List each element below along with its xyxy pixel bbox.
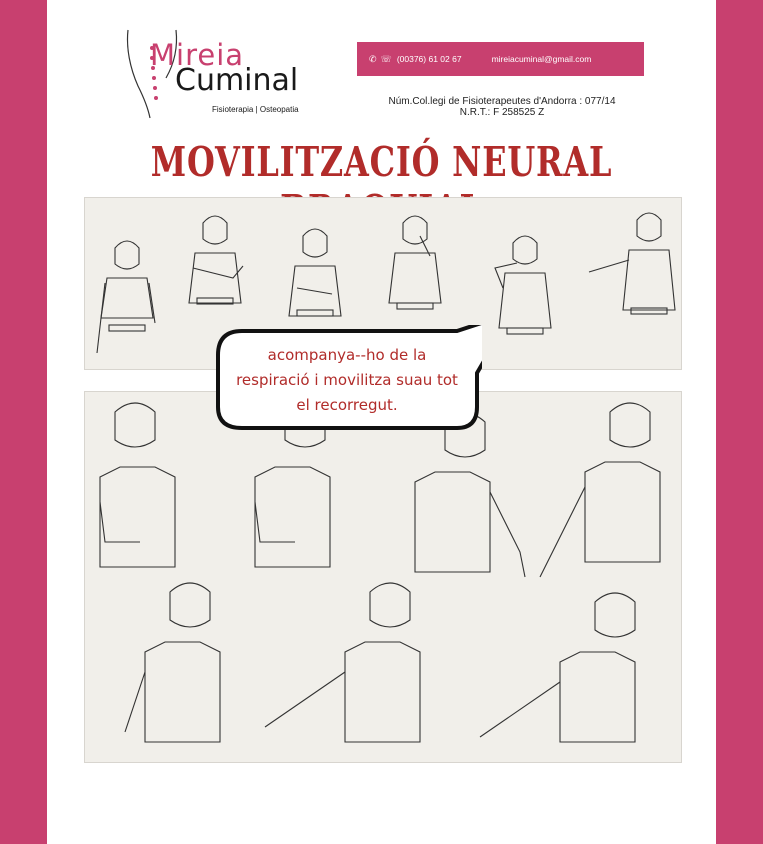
- logo-subtitle: Fisioterapia | Osteopatia: [212, 105, 299, 114]
- speech-bubble-text: acompanya--ho de la respiració i movilitza suau tot el recorregut.: [236, 346, 458, 414]
- whatsapp-icon: ☏: [380, 53, 392, 64]
- logo-name-second: Cuminal: [175, 63, 299, 98]
- tax-number: N.R.T.: F 258525 Z: [459, 107, 545, 118]
- registration-number: Núm.Col.legi de Fisioterapeutes d'Andorra : 077/14: [388, 96, 616, 107]
- registration-info: [367, 96, 637, 118]
- phone-icon: ✆: [369, 53, 377, 64]
- figures-sequence-bottom: [85, 392, 681, 762]
- logo-name-first: Mireia: [150, 38, 245, 72]
- speech-bubble: [212, 325, 482, 433]
- contact-email[interactable]: mireiacuminal@gmail.com: [491, 54, 592, 64]
- exercise-illustration-bottom: [84, 391, 682, 763]
- page-title: MOVILITZACIÓ NEURAL: [150, 138, 613, 186]
- document-page: [47, 0, 716, 844]
- contact-bar: [357, 42, 644, 76]
- contact-phone[interactable]: (00376) 61 02 67: [396, 54, 462, 64]
